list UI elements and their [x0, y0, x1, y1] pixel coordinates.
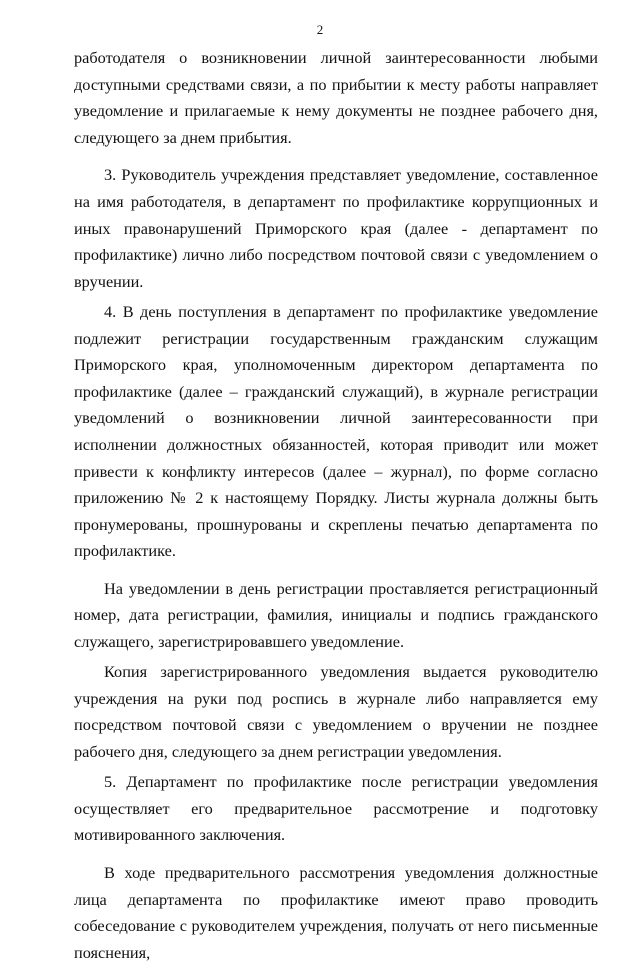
document-body	[74, 45, 598, 970]
paragraph-item-5: 5. Департамент по профилактике после регистрации уведомления осуществляет его предварительное рассмотрение и подготовку мотивированного заключения.	[74, 772, 598, 845]
paragraph-item-3: 3. Руководитель учреждения представляет уведомление, составленное на имя работодателя, в департамент по профилактике коррупционных и иных правонарушений Приморского края (далее - департамент по профилактике) лично либо посредством почтовой связи с уведомлением о вручении.	[74, 165, 598, 291]
paragraph-registration-details: На уведомлении в день регистрации проставляется регистрационный номер, дата регистрации, фамилия, инициалы и подпись гражданского служащего, зарегистрировавшего уведомление.	[74, 578, 598, 652]
page-number: 2	[316, 22, 324, 37]
paragraph-copy-issuance: Копия зарегистрированного уведомления выдается руководителю учреждения на руки под роспись в журнале либо направляется ему посредством почтовой связи с уведомлением о вручении не позднее рабочего дня, следующего за днем регистрации уведомления.	[74, 662, 598, 762]
paragraph-item-4: 4. В день поступления в департамент по профилактике уведомление подлежит регистрации государственным гражданским служащим Приморского края, уполномоченным директором департамента по профилактике (далее – гражданский служащий), в журнале регистрации уведомлений о возникновении личной заинтересованности при исполнении должностных обязанностей, которая приводит или может привести к конфликту интересов (далее – журнал), по форме согласно приложению № 2 к настоящему Порядку. Листы журнала должны быть пронумерованы, прошнурованы и скреплены печатью департамента по профилактике.	[74, 301, 598, 561]
paragraph-preliminary-review: В ходе предварительного рассмотрения уведомления должностные лица департамента по профилактике имеют право проводить собеседование с руководителем учреждения, получать от него письменные пояснения,	[74, 863, 598, 962]
paragraph-continuation: работодателя о возникновении личной заинтересованности любыми доступными средствами связи, а по прибытии к месту работы направляет уведомление и прилагаемые к нему документы не позднее рабочего дня, следующего за днем прибытия.	[74, 48, 598, 147]
